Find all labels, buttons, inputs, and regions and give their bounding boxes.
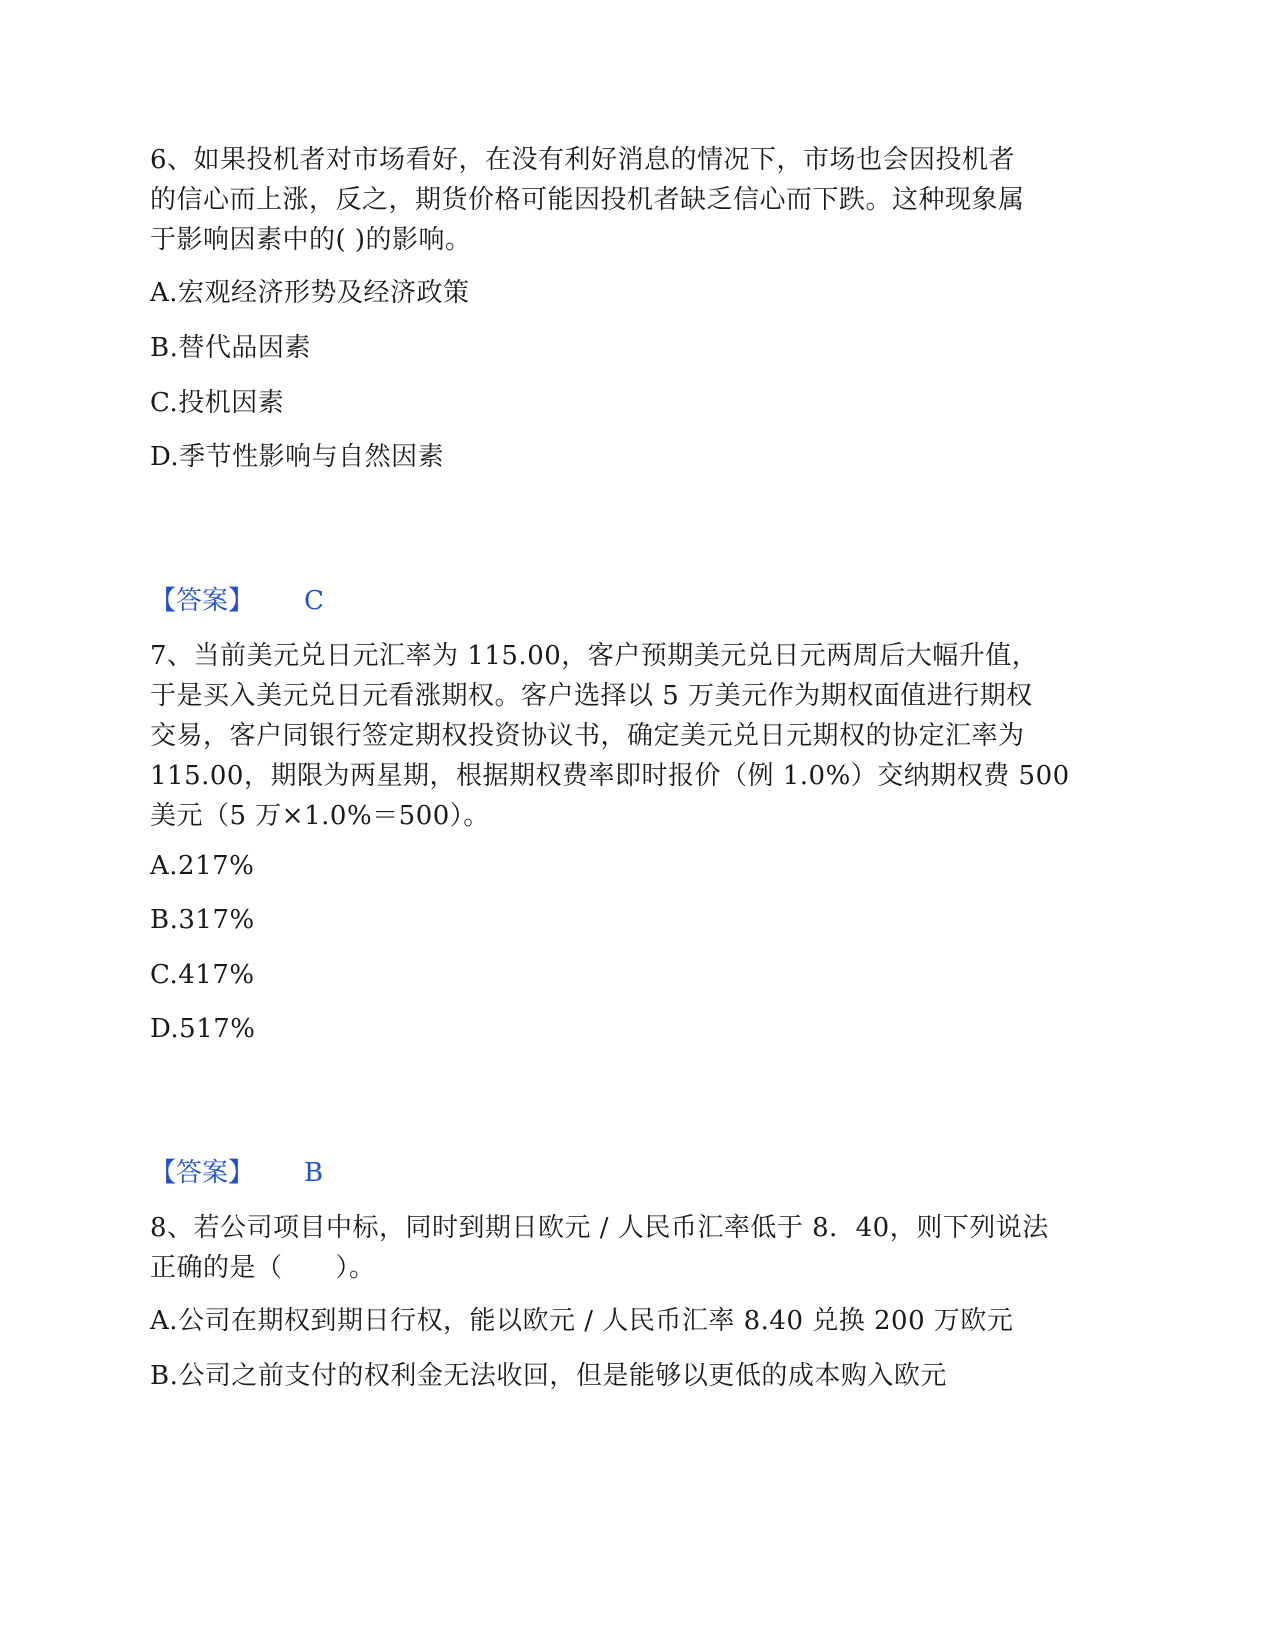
question-7-option-b: B.317%: [150, 905, 255, 935]
question-7-stem-line-3: 交易，客户同银行签定期权投资协议书，确定美元兑日元期权的协定汇率为: [150, 721, 1025, 751]
question-6-stem: [150, 140, 1130, 260]
question-7-option-a: A.217%: [150, 851, 255, 881]
question-8-option-a: A.公司在期权到期日行权，能以欧元 / 人民币汇率 8.40 兑换 200 万欧元: [150, 1306, 1014, 1336]
answer-value: B: [304, 1158, 324, 1188]
question-7-stem: [150, 636, 1130, 836]
question-6-answer: [150, 581, 324, 621]
answer-label: 【答案】: [150, 1158, 255, 1188]
question-8-option-b: B.公司之前支付的权利金无法收回，但是能够以更低的成本购入欧元: [150, 1361, 947, 1391]
question-6-stem-line-3: 于影响因素中的( )的影响。: [150, 225, 472, 255]
question-6-stem-line-1: 6、如果投机者对市场看好，在没有利好消息的情况下，市场也会因投机者: [150, 145, 1016, 175]
question-6-option-b: B.替代品因素: [150, 333, 311, 363]
question-6-stem-line-2: 的信心而上涨，反之，期货价格可能因投机者缺乏信心而下跌。这种现象属: [150, 185, 1025, 215]
question-6-option-c: C.投机因素: [150, 388, 285, 418]
question-7-stem-line-5: 美元（5 万×1.0%＝500）。: [150, 801, 490, 831]
question-8-stem: [150, 1208, 1130, 1288]
question-7-stem-line-1: 7、当前美元兑日元汇率为 115.00，客户预期美元兑日元两周后大幅升值，: [150, 641, 1039, 671]
question-8-stem-line-1: 8、若公司项目中标，同时到期日欧元 / 人民币汇率低于 8．40，则下列说法: [150, 1213, 1049, 1243]
question-7-option-c: C.417%: [150, 960, 255, 990]
question-7-option-d: D.517%: [150, 1014, 256, 1044]
answer-label: 【答案】: [150, 586, 255, 616]
question-6-option-a: A.宏观经济形势及经济政策: [150, 278, 470, 308]
question-8-stem-line-2: 正确的是（ ）。: [150, 1253, 376, 1283]
question-7-stem-line-2: 于是买入美元兑日元看涨期权。客户选择以 5 万美元作为期权面值进行期权: [150, 681, 1033, 711]
question-7-answer: [150, 1153, 323, 1193]
question-6-option-d: D.季节性影响与自然因素: [150, 442, 445, 472]
answer-value: C: [304, 586, 324, 616]
question-7-stem-line-4: 115.00，期限为两星期，根据期权费率即时报价（例 1.0%）交纳期权费 500: [150, 761, 1070, 791]
